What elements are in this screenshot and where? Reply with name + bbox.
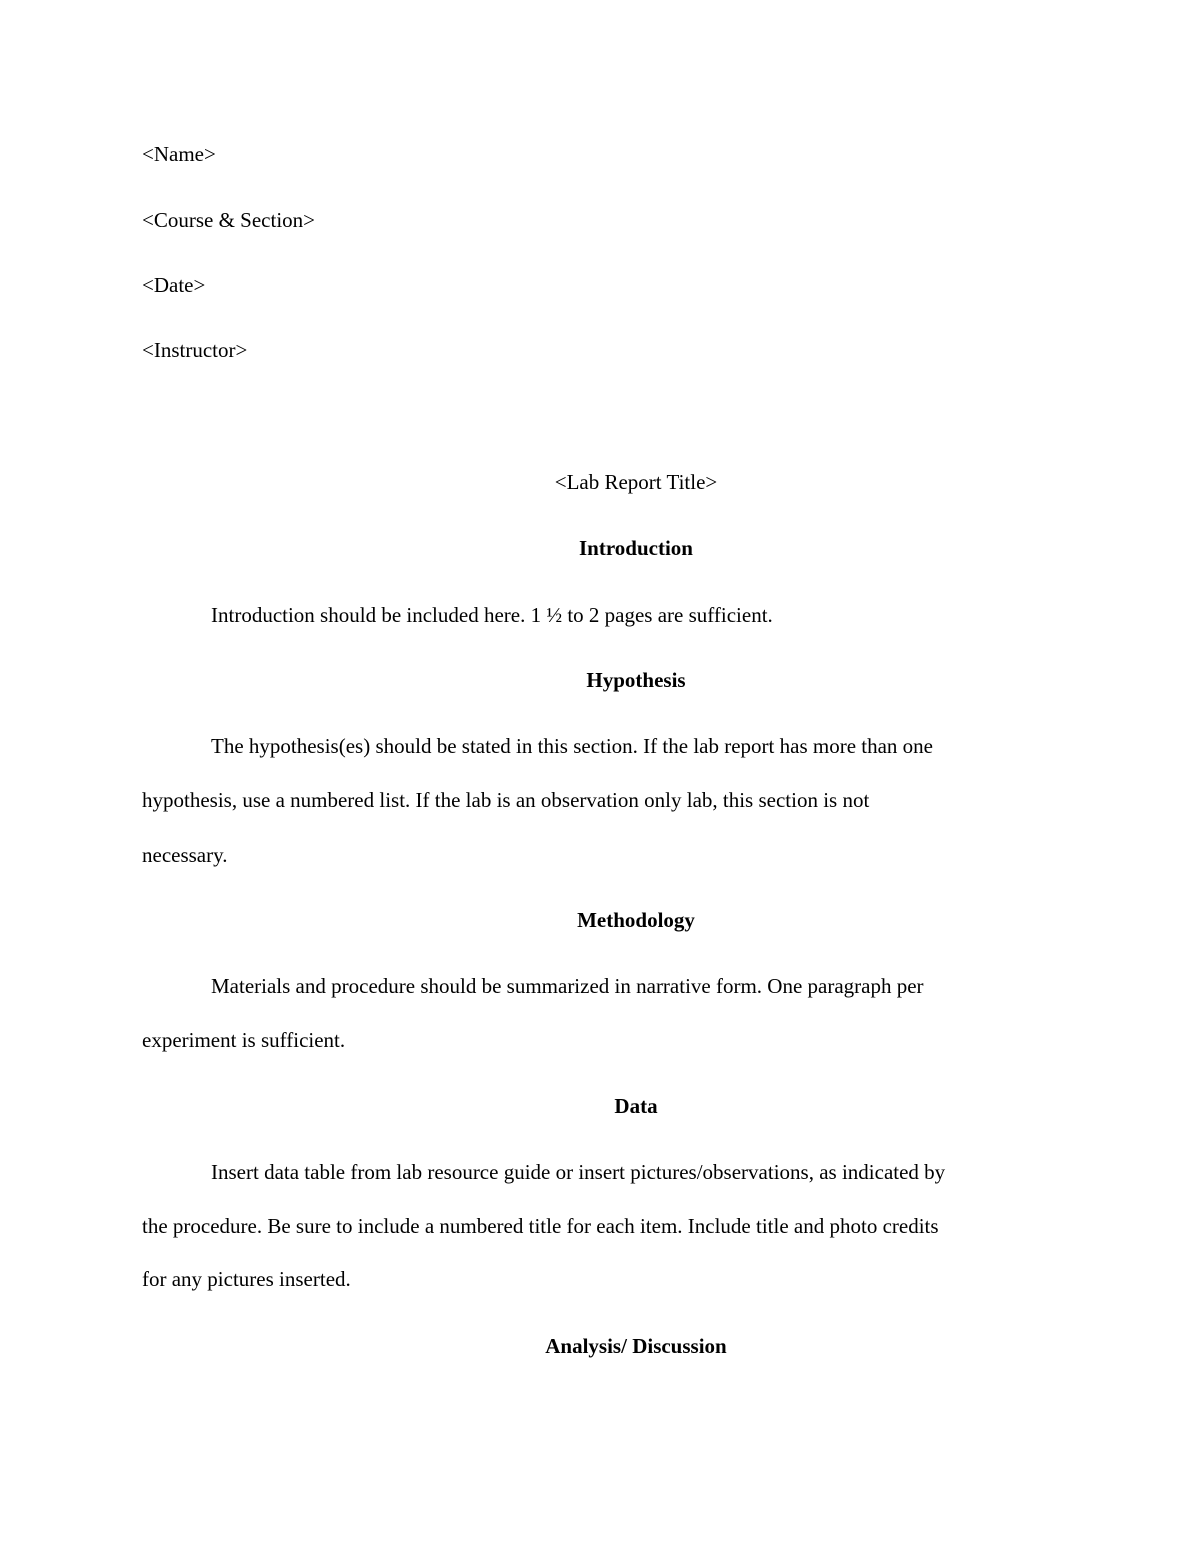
methodology-text-line: experiment is sufficient. xyxy=(142,1028,346,1052)
header-course-section: <Course & Section> xyxy=(142,208,316,232)
header-date: <Date> xyxy=(142,273,206,297)
hypothesis-text-line: necessary. xyxy=(142,843,228,867)
data-text-line: for any pictures inserted. xyxy=(142,1267,351,1291)
methodology-heading: Methodology xyxy=(577,908,695,932)
introduction-text-line: Introduction should be included here. 1 ½ to 2 pages are sufficient. xyxy=(211,603,773,627)
hypothesis-text-line: hypothesis, use a numbered list. If the lab is an observation only lab, this section is not xyxy=(142,788,870,812)
header-instructor: <Instructor> xyxy=(142,338,248,362)
hypothesis-heading: Hypothesis xyxy=(586,668,686,692)
data-heading: Data xyxy=(614,1094,658,1118)
header-name: <Name> xyxy=(142,142,216,166)
hypothesis-text-line: The hypothesis(es) should be stated in this section. If the lab report has more than one xyxy=(211,734,933,758)
report-title: <Lab Report Title> xyxy=(554,470,718,494)
data-text-line: Insert data table from lab resource guide or insert pictures/observations, as indicated by xyxy=(211,1160,946,1184)
methodology-text-line: Materials and procedure should be summarized in narrative form. One paragraph per xyxy=(211,974,924,998)
data-text-line: the procedure. Be sure to include a numbered title for each item. Include title and photo credits xyxy=(142,1214,939,1238)
analysis-discussion-heading: Analysis/ Discussion xyxy=(545,1334,727,1358)
introduction-heading: Introduction xyxy=(579,536,693,560)
